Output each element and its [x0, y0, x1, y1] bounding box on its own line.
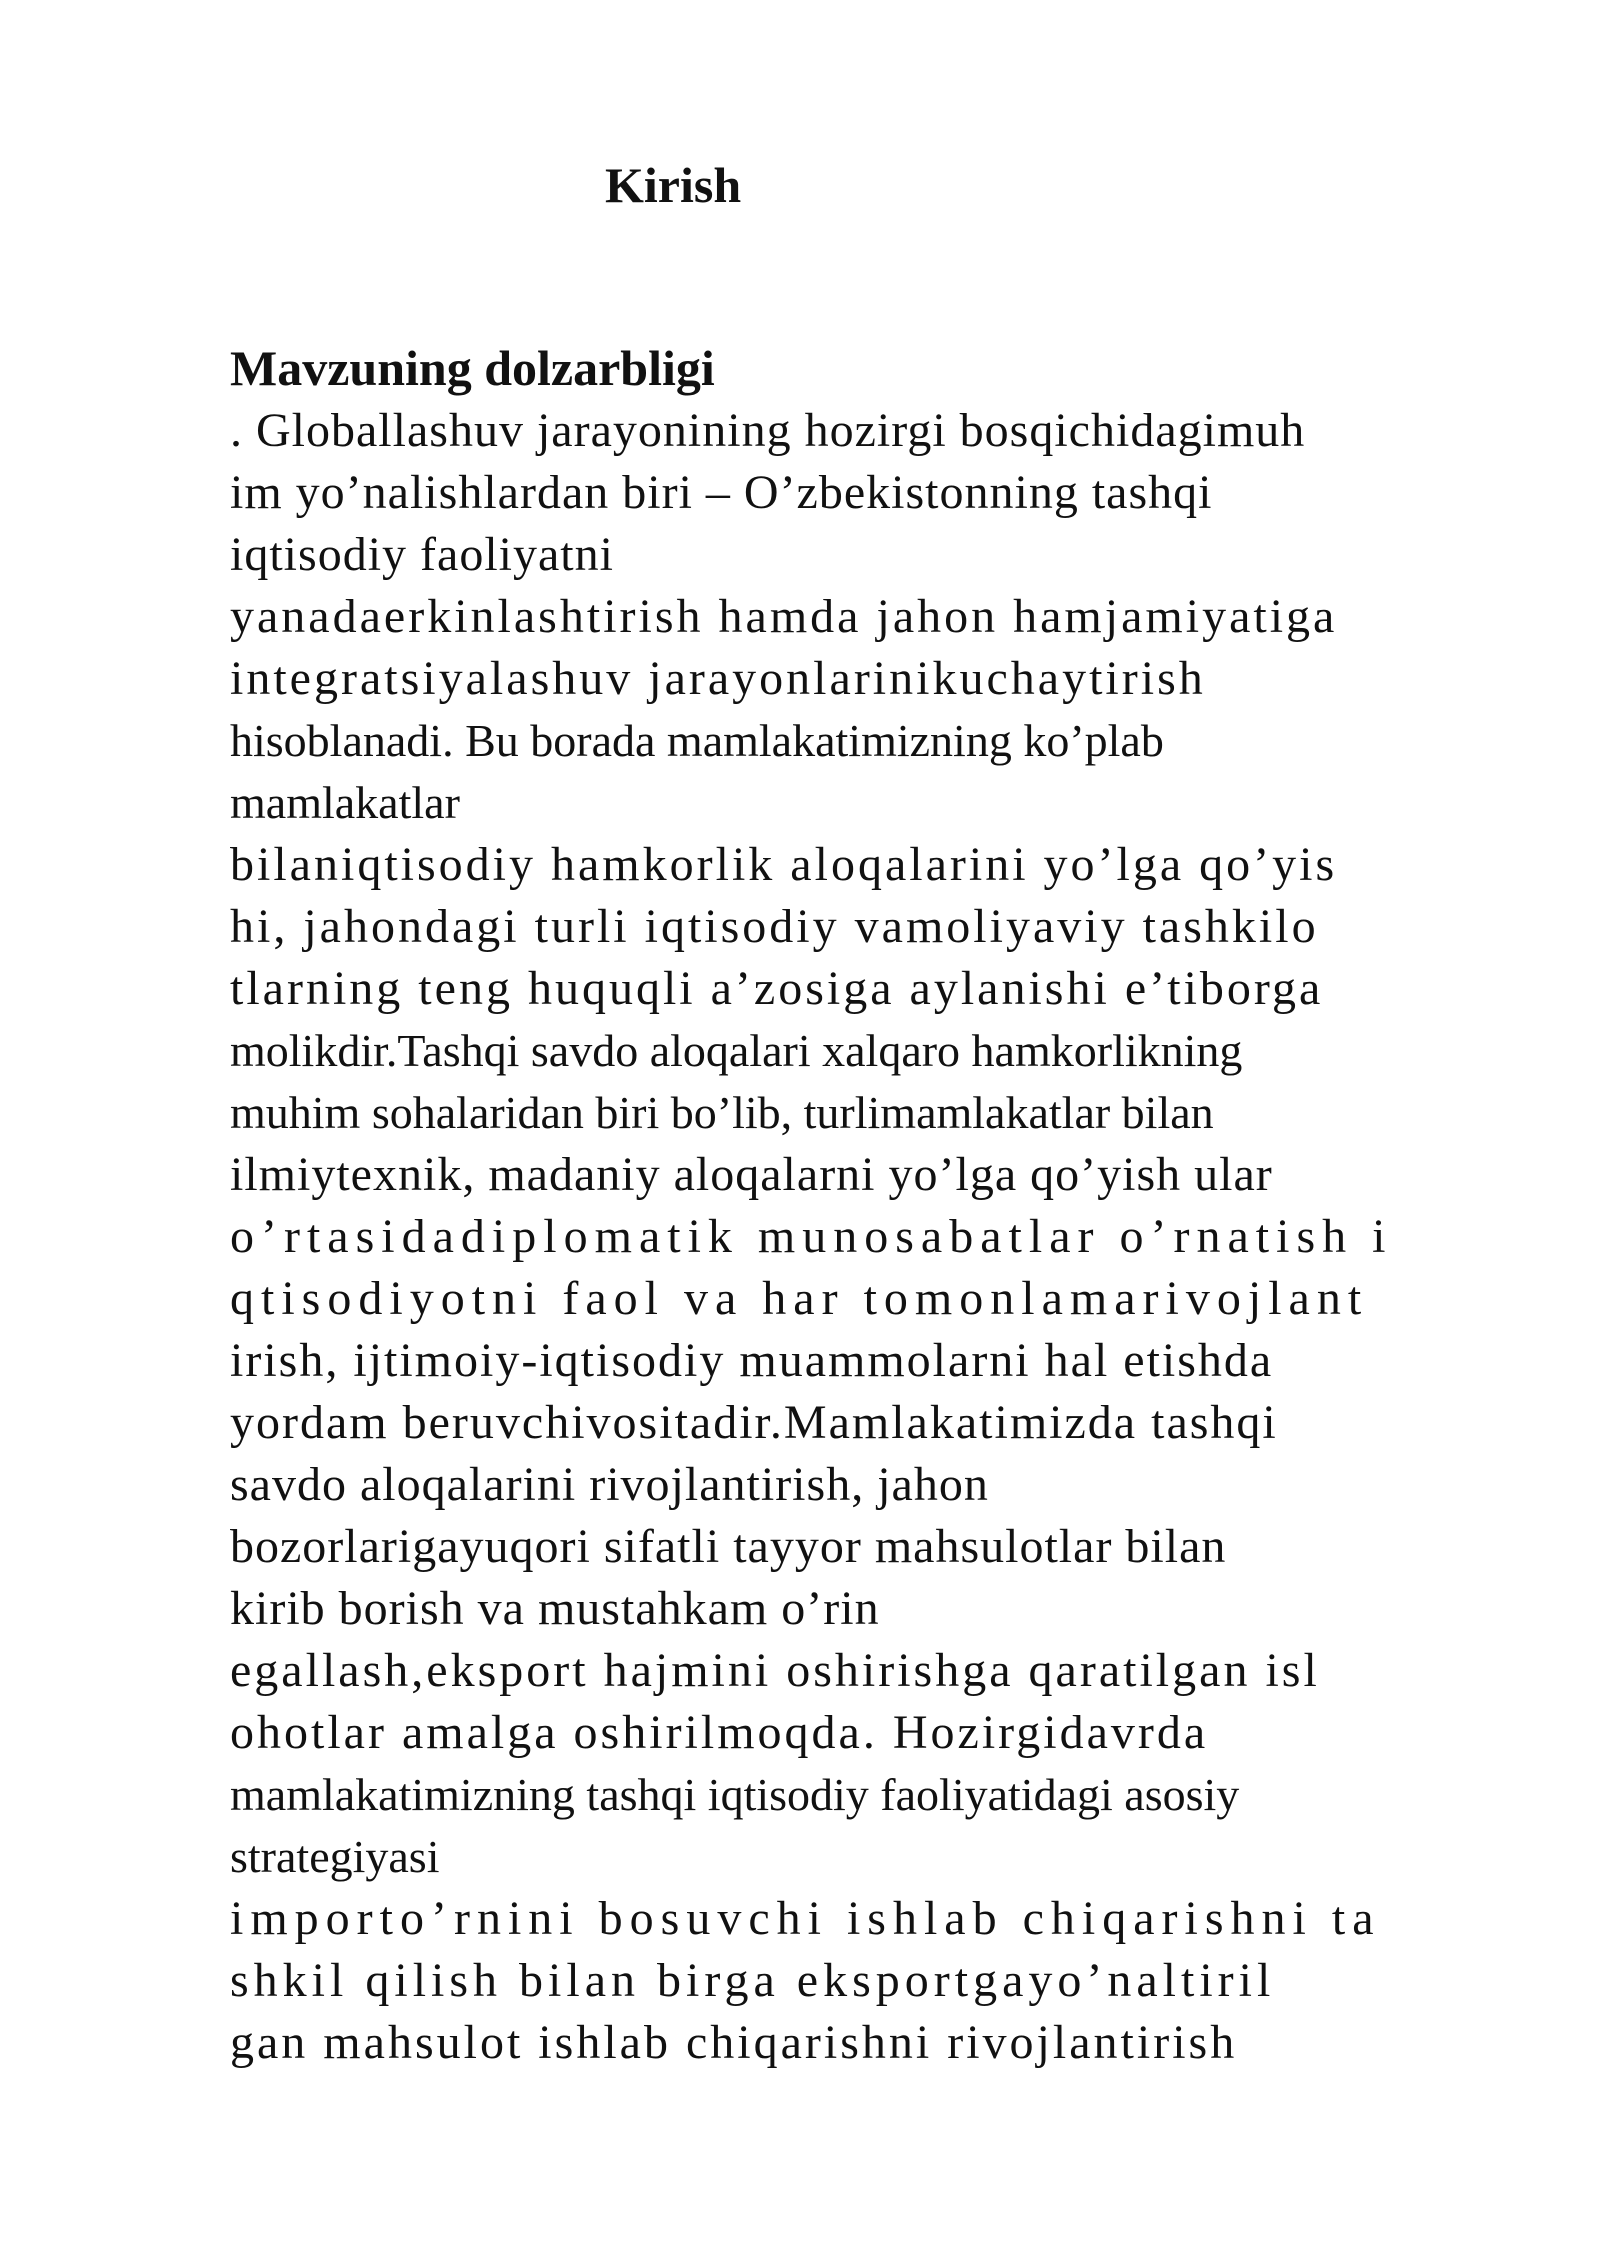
text-line: o’rtasidadiplomatik munosabatlar o’rnatish i [230, 1210, 1393, 1263]
text-line: muhim sohalaridan biri bo’lib, turlimamlakatlar bilan [230, 1087, 1214, 1138]
text-line: ohotlar amalga oshirilmoqda. Hozirgidavrda [230, 1706, 1209, 1759]
text-line: kirib borish va mustahkam o’rin [230, 1582, 880, 1635]
text-line: mamlakatimizning tashqi iqtisodiy faoliyatidagi asosiy [230, 1769, 1240, 1820]
text-line: mamlakatlar [230, 777, 460, 828]
text-line: . Globallashuv jarayonining hozirgi bosqichidagimuh [230, 404, 1306, 457]
text-line: im yo’nalishlardan biri – O’zbekistonning tashqi [230, 466, 1213, 519]
section-heading: Mavzuning dolzarbligi [230, 340, 715, 396]
text-line: tlarning teng huquqli a’zosiga aylanishi e’tiborga [230, 962, 1324, 1015]
text-line: bilaniqtisodiy hamkorlik aloqalarini yo’lga qo’yis [230, 838, 1338, 891]
text-line: iqtisodiy faoliyatni [230, 528, 614, 581]
page-title: Kirish [605, 157, 742, 213]
text-line: irish, ijtimoiy-iqtisodiy muammolarni hal etishda [230, 1334, 1274, 1387]
text-line: bozorlarigayuqori sifatli tayyor mahsulotlar bilan [230, 1520, 1227, 1573]
text-line: integratsiyalashuv jarayonlarinikuchaytirish [230, 652, 1206, 705]
text-line: molikdir.Tashqi savdo aloqalari xalqaro hamkorlikning [230, 1025, 1243, 1076]
text-line: strategiyasi [230, 1831, 440, 1882]
text-line: ilmiytexnik, madaniy aloqalarni yo’lga qo’yish ular [230, 1148, 1273, 1201]
text-line: yordam beruvchivositadir.Mamlakatimizda tashqi [230, 1396, 1278, 1449]
text-line: importo’rnini bosuvchi ishlab chiqarishni ta [230, 1892, 1381, 1945]
text-line: yanadaerkinlashtirish hamda jahon hamjamiyatiga [230, 590, 1338, 643]
body-text [230, 400, 1530, 2074]
text-line: savdo aloqalarini rivojlantirish, jahon [230, 1458, 989, 1511]
text-line: shkil qilish bilan birga eksportgayo’naltiril [230, 1954, 1276, 2007]
text-line: hisoblanadi. Bu borada mamlakatimizning ko’plab [230, 715, 1164, 766]
text-line: egallash,eksport hajmini oshirishga qaratilgan isl [230, 1644, 1320, 1697]
text-line: hi, jahondagi turli iqtisodiy vamoliyaviy tashkilo [230, 900, 1319, 953]
text-line: qtisodiyotni faol va har tomonlamarivojlant [230, 1272, 1369, 1325]
text-line: gan mahsulot ishlab chiqarishni rivojlantirish [230, 2016, 1238, 2069]
